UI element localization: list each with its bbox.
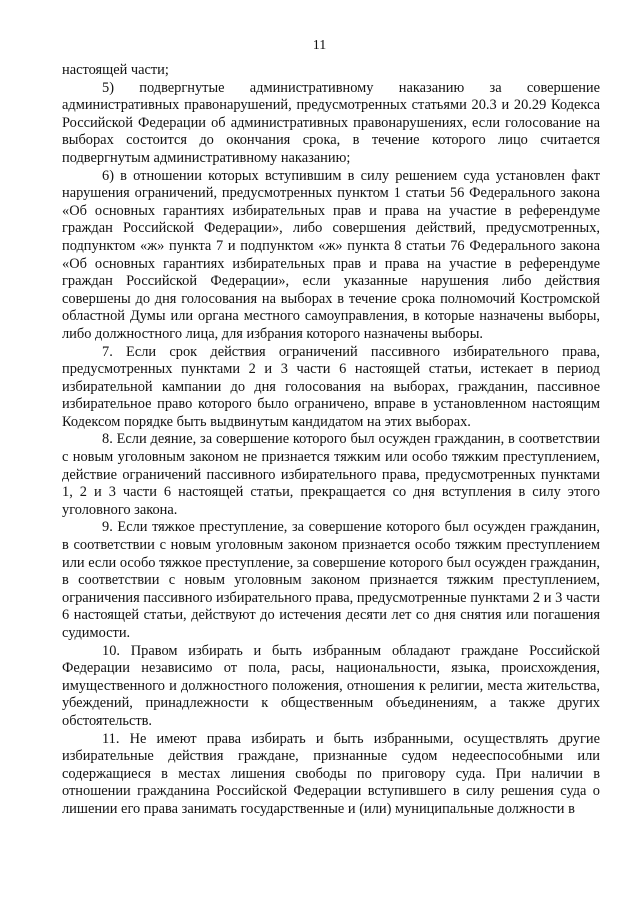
paragraph-item-5: 5) подвергнутые административному наказанию за совершение административных правонарушений, предусмотренных статьями 20.3 и 20.29 Кодекса Российской Федерации об административных правонарушениях, если голосование на выборах состоится до окончания срока, в течение которого лицо считается подвергнутым административному наказанию; bbox=[62, 79, 600, 166]
paragraph-clause-9: 9. Если тяжкое преступление, за совершение которого был осужден гражданин, в соответствии с новым уголовным законом признается особо тяжким преступлением или если особо тяжкое преступление, за совершение которого был осужден гражданин, в соответствии с новым уголовным законом признается тяжким преступлением, ограничения пассивного избирательного права, предусмотренные пунктами 2 и 3 части 6 настоящей статьи, действуют до истечения десяти лет со дня снятия или погашения судимости. bbox=[62, 519, 600, 641]
paragraph-clause-11: 11. Не имеют права избирать и быть избранными, осуществлять другие избирательные действия граждане, признанные судом недееспособными или содержащиеся в местах лишения свободы по приговору суда. При наличии в отношении гражданина Российской Федерации вступившего в силу решения суда о лишении его права занимать государственные и (или) муниципальные должности в bbox=[62, 730, 600, 817]
document-body bbox=[62, 62, 600, 819]
paragraph-clause-10: 10. Правом избирать и быть избранным обладают граждане Российской Федерации независимо от пола, расы, национальности, языка, происхождения, имущественного и должностного положения, отношения к религии, места жительства, убеждений, принадлежности к общественным объединениям, а также других обстоятельств. bbox=[62, 642, 600, 729]
page-number: 11 bbox=[312, 38, 327, 53]
paragraph-clause-8: 8. Если деяние, за совершение которого был осужден гражданин, в соответствии с новым уголовным законом не признается тяжким или особо тяжким преступлением, действие ограничений пассивного избирательного права, предусмотренных пунктами 1, 2 и 3 части 6 настоящей статьи, прекращается со дня вступления в силу этого уголовного закона. bbox=[62, 431, 600, 518]
paragraph-item-6: 6) в отношении которых вступившим в силу решением суда установлен факт нарушения ограничений, предусмотренных пунктом 1 статьи 56 Федерального закона «Об основных гарантиях избирательных прав и права на участие в референдуме граждан Российской Федерации», либо совершения действий, предусмотренных, подпунктом «ж» пункта 7 и подпунктом «ж» пункта 8 статьи 76 Федерального закона «Об основных гарантиях избирательных прав и права на участие в референдуме граждан Российской Федерации», если указанные нарушения либо действия совершены до дня голосования на выборах в течение срока полномочий Костромской областной Думы или органа местного самоуправления, в которые назначены выборы, либо должностного лица, для избрания которого назначены выборы. bbox=[62, 167, 600, 342]
paragraph-clause-7: 7. Если срок действия ограничений пассивного избирательного права, предусмотренных пунктами 2 и 3 части 6 настоящей статьи, истекает в период избирательной кампании до дня голосования на выборах, гражданин, пассивное избирательное право которого было ограничено, вправе в установленном настоящим Кодексом порядке быть выдвинутым кандидатом на этих выборах. bbox=[62, 343, 600, 430]
paragraph-continuation: настоящей части; bbox=[62, 62, 169, 78]
